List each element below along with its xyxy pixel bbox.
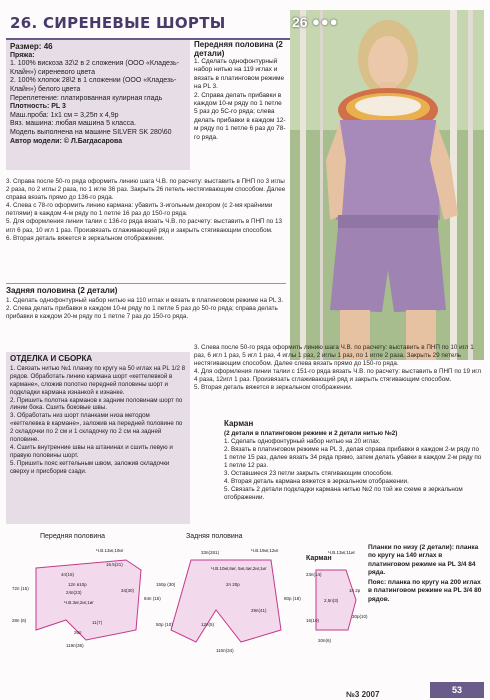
top-page-number: 26 [292, 14, 308, 30]
back-mark: 50р (10) [156, 622, 173, 627]
specs-box [6, 40, 190, 170]
front-mark: 24п(23) [66, 590, 82, 595]
front-mark: 16.5(21) [106, 562, 123, 567]
front-mark: 119п(36) [66, 643, 84, 648]
front-mark: 4п(15) [61, 572, 74, 577]
pocket-diagram-label: Карман [306, 555, 332, 562]
back-half-step-1: 1. Сделать однофонтурный набор нитью на 110 иглах и вязать в платинговом режиме на PL 3. [6, 297, 284, 305]
front-mark: Ч.В.13иг,10иг [96, 548, 124, 553]
back-half-step-4: 4. Для оформления линии талии с 151-го ряда вязать Ч.В. по расчету: выставить в ПНП по 19 игл 4 раза, 12игл 1 раз. Произвязать сглаживающий ряд и закрыть стягивающим способом. [194, 368, 482, 384]
front-half-heading: Передняя половина (2 детали) [194, 40, 283, 58]
front-diagram-label: Передняя половина [40, 533, 106, 540]
back-mark: 80р (18) [284, 596, 301, 601]
issue-number: №3 2007 [346, 690, 380, 699]
front-half-step-5: 5. Для оформления линии талии с 136-го ряда вязать Ч.В. по расчету: выставить в ПНП по 13 игл 6 раз, 10 игл 1 раз. Произвязать сглаживающий ряд и закрыть стягивающим способом. [6, 218, 282, 234]
front-mark: 72п (15) [12, 586, 29, 591]
pocket-step-4: 4. Вторая деталь кармана вяжется в зеркальном отображении. [224, 478, 409, 485]
planks-bottom: Планки по низу (2 детали): планка по кругу на 140 иглах в платинговом режиме на PL 3/4 84 ряда. [368, 544, 479, 576]
front-half-step-2: 2. Справа делать прибавки в каждом 10-м ряду по 1 петле 5 раз до 5С-го ряда; слева делать прибавки в каждом 12-м ряду по 1 петле 6 раз до 78-го ряда. [194, 91, 286, 141]
page-title: 26. СИРЕНЕВЫЕ ШОРТЫ [10, 14, 226, 32]
assembly-step-4: 4. Сшить внутренние швы на штанинах и сшить левую и правую половины шорт. [10, 443, 173, 459]
spec-machine: Вяз. машина: любая машина 5 класса. [10, 120, 136, 128]
spec-model: Модель выполнена на машине SILVER SK 280\60 [10, 128, 172, 136]
spec-yarn-2: 2. 100% хлопок 28\2 в 1 сложении (ООО «Кладезь-Клайн») белого цвета [10, 77, 177, 93]
front-mark: 12п в10р [68, 582, 87, 587]
assembly-step-5: 5. Пришить пояс кеттельным швом, заложив складочки сверху и присборив сзади. [10, 459, 170, 475]
spec-size: Размер: 46 [10, 42, 53, 51]
spec-author: Автор модели: © Л.Багдасарова [10, 137, 123, 145]
pocket-step-1: 1. Сделать однофонтурный набор нитью на 20 иглах. [224, 438, 381, 445]
pocket-mark: 2,5п(3) [324, 598, 339, 603]
pocket-step-5: 5. Связать 2 детали подкладки кармана нитью №2 по той же схеме в зеркальном отображении. [224, 486, 463, 501]
assembly-step-2: 2. Пришить полотна карманов к задним половинам шорт по линии бока. Сшить боковые швы. [10, 396, 183, 412]
page-number: 53 [430, 682, 484, 698]
front-mark: 84п (15) [144, 596, 161, 601]
section-divider [6, 283, 286, 284]
front-half-step-4: 4. Слева с 78-го оформить линию кармана: убавить 3-игольным декором (с 2-мя крайними петлями) в каждом 4-м ряду по 1 петле 16 раз до 150-го ряда. [6, 202, 273, 218]
back-mark: Ч.В.10иг,6иг, 5иг,4иг,2иг,1иг [211, 566, 267, 571]
title-bar [6, 10, 291, 40]
assembly-heading: ОТДЕЛКА И СБОРКА [10, 354, 93, 363]
back-half-continued [194, 344, 484, 393]
pocket-step-2: 2. Вязать в платинговом режиме на PL 3, делая справа прибавки в каждом 2-м ряду по 1 петле 15 раз, далее вязать 34 ряда прямо, затем делать убавки в каждом 2-м ряду по 1 петле 12 раз. [224, 446, 482, 469]
back-mark: 29п(41) [251, 608, 267, 613]
back-half-section [6, 287, 288, 321]
pocket-mark: 30р(10) [352, 614, 368, 619]
back-mark: 12п(5) [201, 622, 214, 627]
front-half-top [194, 40, 286, 142]
model-photo-illustration [290, 10, 484, 360]
front-half-step-1: 1. Сделать однофонтурный набор нитью на 119 иглах и вязать в платинговом режиме на PL 3. [194, 58, 285, 91]
back-half-step-5: 5. Вторая деталь вяжется в зеркальном отображении. [194, 384, 353, 392]
decorative-dots: ●●● [312, 14, 339, 29]
spec-weave: Переплетение: платированная кулирная гладь [10, 94, 163, 102]
back-mark: 110п(34) [216, 648, 234, 653]
spec-density: Плотность: PL 3 [10, 103, 66, 111]
front-half-step-6: 6. Вторая деталь вяжется в зеркальном отображении. [6, 234, 165, 242]
spec-sample: Маш.проба: 1х1 см = 3,25п х 4,9р [10, 111, 119, 119]
assembly-step-1: 1. Связать нитью №1 планку по кругу на 50 иглах на PL 1/2 8 рядов. Обработать линию кармана шорт «кеттелевкой в кармане», сложив полотно передней половины шорт и подкладки кармана изнанкой к изнанке. [10, 364, 186, 396]
back-half-step-3: 3. Слева после 50-го ряда оформить линию шага Ч.В. по расчету: выставить в ПНП по 10 игл 1 раз, 6 игл 1 раз, 5 игл 1 раз, 4 иглы 1 раз, 2 иглы 1 раз, по 1 игле 2 раза. Закрыть 29 петель нестягивающим способом. Далее слева вязать прямо до 150-го ряда. [194, 344, 474, 368]
model-photo [290, 10, 484, 360]
pocket-mark: Ч.В.13иг,11иг [328, 550, 356, 555]
planks-belt: Пояс: планка по кругу на 200 иглах в платинговом режиме на PL 3/4 80 рядов. [368, 579, 482, 603]
back-mark: 33п(281) [201, 550, 219, 555]
spec-yarn-head: Пряжа: [10, 51, 35, 59]
assembly-box [6, 352, 190, 524]
assembly-step-3: 3. Обработать низ шорт планками низа методом «кеттелевка в кармане», заложив на передней половине по 2 складочки по 2 см и 1 складочку по 2 см на задней половине. [10, 412, 183, 444]
pocket-section [224, 420, 484, 502]
planks-section [368, 544, 484, 604]
front-mark: 11(7) [92, 620, 103, 625]
pocket-mark: 16(10) [306, 618, 320, 623]
pocket-mark: 20п(6) [318, 638, 331, 643]
pocket-heading: Карман [224, 419, 254, 428]
back-half-heading: Задняя половина (2 детали) [6, 286, 118, 295]
front-mark: 34(30) [121, 588, 135, 593]
back-mark: 2п 20р [226, 582, 240, 587]
front-half-step-3: 3. Справа после 50-го ряда оформить линию шага Ч.В. по расчету: выставить в ПНП по 3 иглы 2 раза, по 2 иглы 2 раза, по 1 игле 36 раз. Закрыть 26 петель нестягивающим способом. Далее справа вязать прямо до 136-го ряда. [6, 178, 286, 202]
front-half-continued [6, 178, 288, 243]
front-mark: 28п (6) [12, 618, 27, 623]
back-half-step-2: 2. Слева делать прибавки в каждом 10-м ряду по 1 петле 5 раз до 50-го ряда; справа делать прибавки в каждом 20-м ряду по 1 петле 7 раз до 150-го ряда. [6, 305, 278, 321]
pocket-mark: 23п(14) [306, 572, 322, 577]
pocket-subheading: (2 детали в платинговом режиме и 2 детали нитью №2) [224, 430, 398, 437]
spec-yarn-1: 1. 100% вискоза 32\2 в 2 сложения (ООО «Кладезь-Клайн») сиреневого цвета [10, 60, 179, 76]
front-mark: Ч.В.3иг,2иг,1иг [64, 600, 94, 605]
back-diagram-label: Задняя половина [186, 533, 243, 540]
pocket-mark: 1п 2р [349, 588, 361, 593]
back-mark: 150р (30) [156, 582, 176, 587]
pocket-step-3: 3. Оставшиеся 23 петли закрыть стягивающим способом. [224, 470, 393, 477]
front-mark: 26п [74, 630, 82, 635]
back-mark: Ч.В.19иг,12иг [251, 548, 279, 553]
